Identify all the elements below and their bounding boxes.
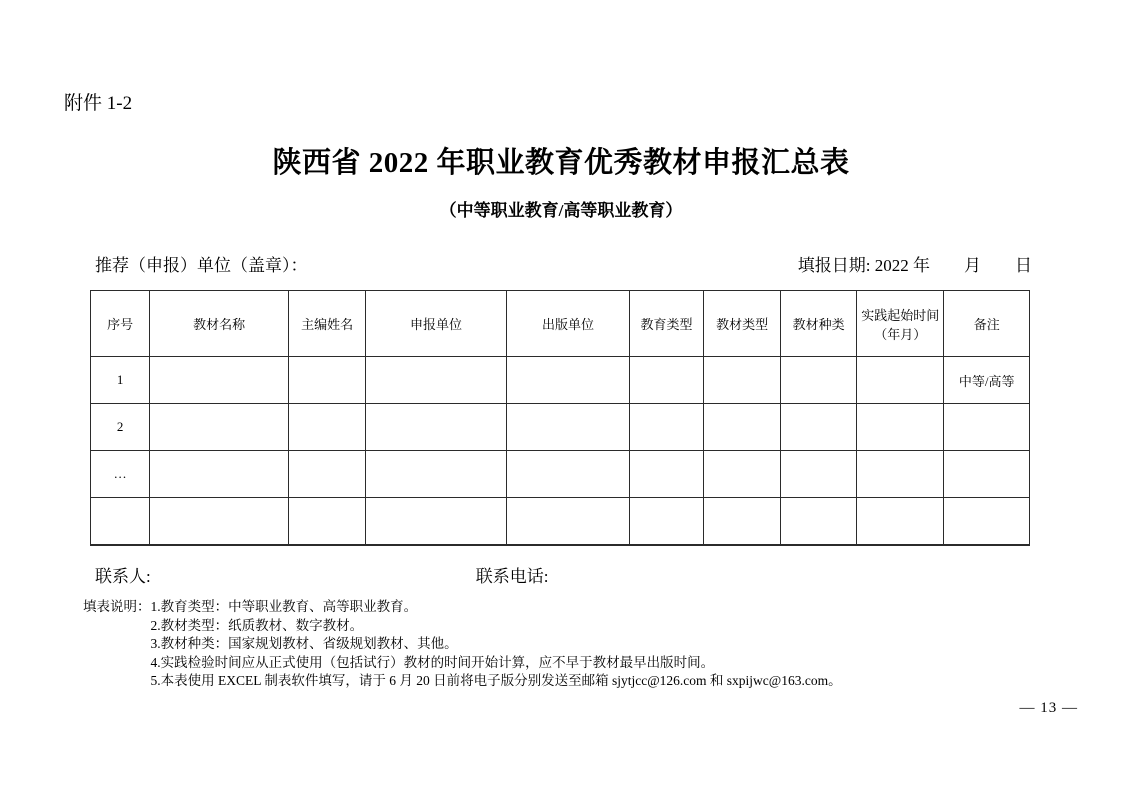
table-cell	[629, 404, 703, 451]
unit-seal-label: 推荐（申报）单位（盖章）：	[95, 256, 308, 275]
header-publisher: 出版单位	[506, 291, 629, 357]
table-cell	[704, 404, 781, 451]
table-cell	[857, 451, 944, 498]
header-textbook-type: 教材类型	[704, 291, 781, 357]
table-cell	[857, 404, 944, 451]
table-cell	[289, 404, 366, 451]
table-cell: 1	[91, 357, 150, 404]
table-header-row	[91, 291, 1030, 357]
note-item: 2.教材类型：纸质教材、数字教材。	[150, 617, 364, 633]
table-cell	[857, 498, 944, 545]
table-cell	[366, 404, 507, 451]
table-cell	[944, 451, 1030, 498]
table-cell	[150, 357, 289, 404]
header-education-type: 教育类型	[629, 291, 703, 357]
table-cell	[944, 498, 1030, 545]
table-cell	[781, 498, 857, 545]
table-cell	[289, 357, 366, 404]
table-cell: …	[91, 451, 150, 498]
table-cell	[629, 357, 703, 404]
table-row	[91, 498, 1030, 545]
note-item: 5.本表使用 EXCEL 制表软件填写，请于 6 月 20 日前将电子版分别发送至邮箱 sjytjcc@126.com 和 sxpijwc@163.com。	[150, 673, 842, 688]
page-subtitle: （中等职业教育/高等职业教育）	[439, 201, 683, 220]
table-cell: 2	[91, 404, 150, 451]
header-practice-start: 实践起始时间（年月）	[857, 291, 944, 357]
table-cell	[91, 498, 150, 545]
note-item: 3.教材种类：国家规划教材、省级规划教材、其他。	[150, 636, 458, 651]
note-item: 1.教育类型：中等职业教育、高等职业教育。	[150, 599, 418, 614]
table-cell	[150, 404, 289, 451]
attachment-label: 附件 1-2	[64, 93, 133, 114]
form-notes	[83, 598, 842, 691]
table-row	[91, 357, 1030, 404]
table-cell	[366, 498, 507, 545]
header-textbook-name: 教材名称	[150, 291, 289, 357]
info-row	[95, 251, 1032, 276]
table-cell	[150, 498, 289, 545]
header-editor-name: 主编姓名	[289, 291, 366, 357]
notes-label: 填表说明：	[83, 599, 151, 614]
fill-date-label: 填报日期: 2022 年 月 日	[797, 256, 1032, 275]
header-textbook-category: 教材种类	[781, 291, 857, 357]
header-applying-unit: 申报单位	[366, 291, 507, 357]
table-cell	[704, 498, 781, 545]
table-cell	[506, 498, 629, 545]
table-cell	[704, 451, 781, 498]
table-cell	[366, 451, 507, 498]
table-cell	[506, 357, 629, 404]
table-cell	[289, 498, 366, 545]
page-number: — 13 —	[1019, 700, 1078, 716]
contact-row	[95, 562, 548, 587]
table-cell	[366, 357, 507, 404]
table-cell	[781, 404, 857, 451]
table-row	[91, 451, 1030, 498]
table-cell	[704, 357, 781, 404]
table-cell	[506, 404, 629, 451]
table-cell	[629, 498, 703, 545]
contact-phone-label: 联系电话:	[475, 567, 549, 586]
note-item: 4.实践检验时间应从正式使用（包括试行）教材的时间开始计算，应不早于教材最早出版时间。	[150, 654, 715, 670]
summary-table	[90, 290, 1030, 546]
table-cell	[781, 451, 857, 498]
header-serial: 序号	[91, 291, 150, 357]
header-remarks: 备注	[944, 291, 1030, 357]
table-cell	[506, 451, 629, 498]
table-row	[91, 404, 1030, 451]
contact-person-label: 联系人:	[95, 567, 151, 586]
table-cell	[150, 451, 289, 498]
table-cell	[629, 451, 703, 498]
table-cell-remarks: 中等/高等	[944, 357, 1030, 404]
table-cell	[857, 357, 944, 404]
page-title: 陕西省 2022 年职业教育优秀教材申报汇总表	[272, 147, 850, 179]
table-cell	[781, 357, 857, 404]
table-cell	[289, 451, 366, 498]
table-cell	[944, 404, 1030, 451]
